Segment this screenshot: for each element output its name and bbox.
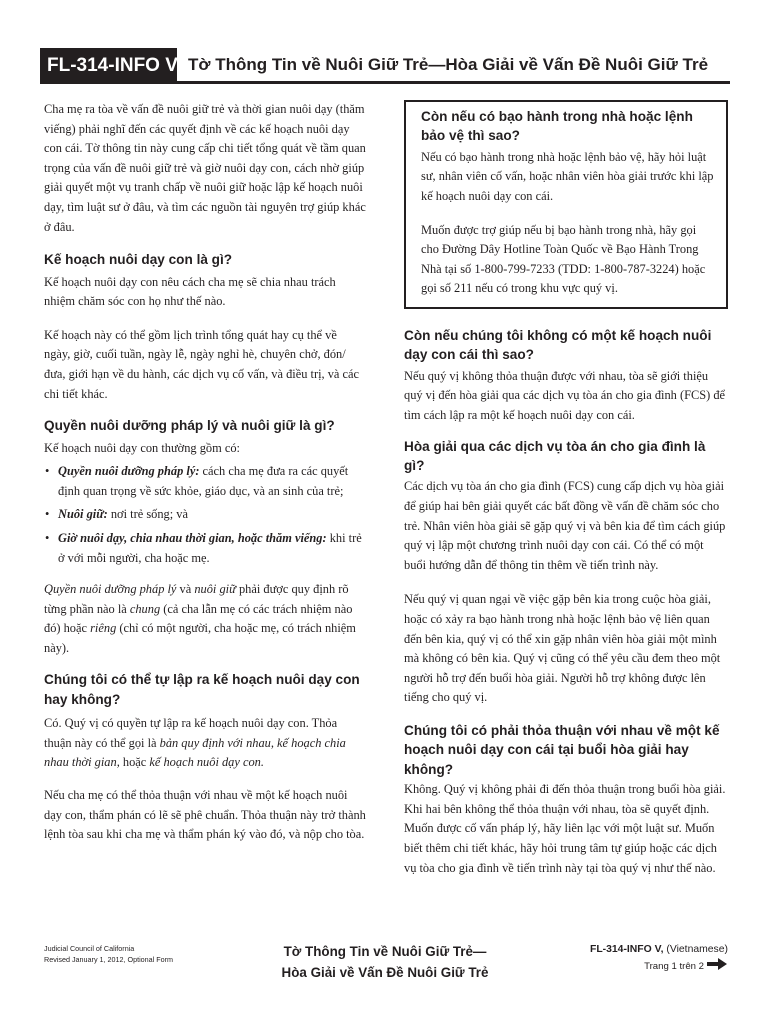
joint-sole-custody-paragraph: Quyền nuôi dưỡng pháp lý và nuôi giữ phải được quy định rõ từng phần nào là chung (cả cha lẫn mẹ có các trách nhiệm nào đó) hoặc riêng (chỉ có một người, cha hoặc mẹ, có trách nhiệm này).	[44, 582, 356, 655]
heading-no-parenting-plan: Còn nếu chúng tôi không có một kế hoạch nuôi dạy con cái thì sao?	[404, 327, 712, 363]
footer-form-number: FL-314-INFO V, (Vietnamese)	[589, 944, 728, 955]
footer-form-info	[590, 943, 728, 978]
domestic-violence-hotline: Muốn được trợ giúp nếu bị bạo hành trong nhà, hãy gọi cho Đường Dây Hotline Toàn Quốc về Bạo Hành Trong Nhà tại số 1-800-799-7233 (TDD: 1-800-787-3224) hoặc gọi số 211 nếu có trong khu vực quý vị.	[421, 222, 706, 296]
must-agree-paragraph: Không. Quý vị không phải đi đến thỏa thuận trong buổi hòa giải. Khi hai bên không thể thỏa thuận với nhau, tòa sẽ quyết định. Muốn được cố vấn pháp lý, hãy liên lạc với một luật sư. Muốn biết thêm chi tiết khác, hãy hỏi trung tâm tự giúp hoặc các dịch vụ tòa cho gia đình về tiến trình này tại tòa quý vị như thế nào.	[404, 782, 726, 875]
custody-list	[44, 462, 366, 568]
heading-make-own-plan: Chúng tôi có thể tự lập ra kế hoạch nuôi dạy con hay không?	[44, 672, 360, 707]
form-title: Tờ Thông Tin về Nuôi Giữ Trẻ—Hòa Giải về Vấn Đề Nuôi Giữ Trẻ	[188, 55, 709, 74]
footer-title-line: Hòa Giải về Vấn Đề Nuôi Giữ Trẻ	[281, 965, 489, 980]
left-column	[44, 100, 366, 845]
domestic-violence-advice: Nếu có bạo hành trong nhà hoặc lệnh bảo vệ, hãy hỏi luật sư, nhân viên cố vấn, hoặc nhân viên hòa giải trước khi lập kế hoạch nuôi dạy con cái.	[421, 149, 714, 203]
heading-fcs-mediation: Hòa giải qua các dịch vụ tòa án cho gia đình là gì?	[404, 438, 706, 473]
parenting-plan-definition: Kế hoạch nuôi dạy con nêu cách cha mẹ sẽ chia nhau trách nhiệm chăm sóc con họ như thế nào.	[44, 274, 336, 309]
arrow-right-icon[interactable]	[706, 957, 728, 978]
revision-date-label: Revised January 1, 2012, Optional Form	[44, 955, 174, 964]
page-number: Trang 1 trên 2	[644, 961, 704, 972]
footer-title-line: Tờ Thông Tin về Nuôi Giữ Trẻ—	[283, 944, 487, 959]
separate-meeting-paragraph: Nếu quý vị quan ngại về việc gặp bên kia trong cuộc hòa giải, hoặc có xảy ra bạo hành trong nhà hoặc lệnh bảo vệ liên quan đến bên kia, quý vị có thể xin gặp nhân viên hòa giải một mình mà không có bên kia. Quý vị cũng có thể yêu cầu đem theo một người hỗ trợ đến buổi hòa giải. Người hỗ trợ không được lên tiếng cho quý vị.	[404, 592, 721, 705]
form-number-badge: FL-314-INFO V	[40, 48, 177, 83]
agreement-approval-paragraph: Nếu cha mẹ có thể thỏa thuận với nhau về một kế hoạch nuôi dạy con, thẩm phán có lẽ sẽ phê chuẩn. Thỏa thuận này trở thành lệnh tòa sau khi cha mẹ và thẩm phán ký vào đó, và nộp cho tòa.	[44, 788, 366, 842]
custody-lead-text: Kế hoạch nuôi dạy con thường gồm có:	[44, 440, 240, 455]
judicial-council-label: Judicial Council of California	[44, 944, 135, 953]
parenting-plan-contents: Kế hoạch này có thể gồm lịch trình tổng quát hay cụ thể về ngày, giờ, cuối tuần, ngày lễ, ngày nghỉ hè, chuyên chở, đón/đưa, giới hạn về du hành, các dịch vụ cố vấn, và điều trị, và các chi tiết khác.	[44, 327, 359, 401]
heading-domestic-violence: Còn nếu có bạo hành trong nhà hoặc lệnh bảo vệ thì sao?	[421, 109, 693, 144]
heading-what-is-parenting-plan: Kế hoạch nuôi dạy con là gì?	[44, 252, 233, 268]
right-column	[404, 100, 728, 878]
intro-paragraph: Cha mẹ ra tòa về vấn đề nuôi giữ trẻ và thời gian nuôi dạy (thăm viếng) phải nghĩ đến các quyết định về các kế hoạch nuôi dạy con cái. Tờ thông tin này cung cấp chi tiết tổng quát về tầm quan trọng của vấn đề nuôi giữ trẻ và giờ nuôi dạy con, cách nhờ giúp giải quyết một vụ tranh chấp về nuôi giữ hoặc lập kế hoạch nuôi dạy, tìm luật sư ở đâu, và tìm các nguồn tài nguyên trợ giúp khác ở đâu.	[44, 102, 366, 234]
footer-title	[250, 941, 520, 983]
domestic-violence-box	[404, 100, 728, 309]
heading-legal-physical-custody: Quyền nuôi dưỡng pháp lý và nuôi giữ là gì?	[44, 418, 335, 434]
own-plan-paragraph: Có. Quý vị có quyền tự lập ra kế hoạch nuôi dạy con. Thỏa thuận này có thể gọi là bản quy định với nhau, kế hoạch chia nhau thời gian, hoặc kế hoạch nuôi dạy con.	[44, 716, 346, 770]
no-plan-paragraph: Nếu quý vị không thỏa thuận được với nhau, tòa sẽ giới thiệu quý vị đến hòa giải qua các dịch vụ tòa án cho gia đình (FCS) để tìm cách lập ra một kế hoạch nuôi dạy con cái.	[404, 368, 726, 422]
page-indicator	[590, 957, 728, 978]
form-header	[40, 48, 730, 84]
list-item: • Quyền nuôi dưỡng pháp lý: cách cha mẹ đưa ra các quyết định quan trọng về sức khỏe, giáo dục, và an sinh của trẻ;	[44, 462, 366, 501]
list-item: • Nuôi giữ: nơi trẻ sống; và	[44, 505, 366, 525]
footer-publisher	[44, 943, 173, 965]
heading-must-agree: Chúng tôi có phải thỏa thuận với nhau về một kế hoạch nuôi dạy con cái tại buổi hòa giải hay không?	[404, 722, 720, 777]
fcs-mediation-paragraph: Các dịch vụ tòa án cho gia đình (FCS) cung cấp dịch vụ hòa giải để giúp hai bên giải quyết các bất đồng về vấn đề chăm sóc cho trẻ. Nhân viên hòa giải sẽ gặp quý vị và bên kia để tìm cách giúp quý vị lập một chương trình nuôi dạy con cái. Có thể có một buổi hướng dẫn để thông tin thêm về tiến trình này.	[404, 479, 726, 572]
list-item: • Giờ nuôi dạy, chia nhau thời gian, hoặc thăm viếng: khi trẻ ở với mỗi người, cha hoặc mẹ.	[44, 529, 366, 568]
